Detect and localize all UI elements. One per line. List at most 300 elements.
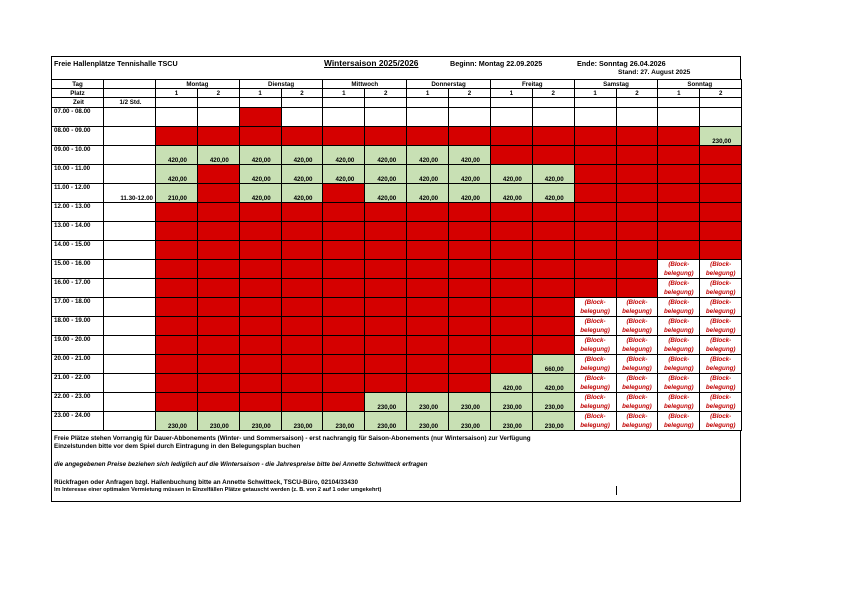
header-blank <box>156 98 198 108</box>
slot-booked <box>658 165 700 184</box>
slot-block-booking <box>700 279 742 298</box>
slot-free-price[interactable]: 230,00 <box>449 412 491 431</box>
court-number: 2 <box>700 89 742 98</box>
slot-block-booking <box>574 412 616 431</box>
slot-open <box>365 108 407 127</box>
block-label-line1: (Block- <box>668 261 690 268</box>
slot-free-price[interactable]: 230,00 <box>407 412 449 431</box>
slot-block-booking <box>658 393 700 412</box>
block-label-line2: belegung) <box>664 422 694 429</box>
time-slot-row <box>52 393 742 412</box>
block-label-line1: (Block- <box>710 413 732 420</box>
block-label-line1: (Block- <box>668 337 690 344</box>
slot-booked <box>449 127 491 146</box>
slot-booked <box>156 222 198 241</box>
half-hour-slot: 11.30-12.00 <box>104 184 156 203</box>
slot-booked <box>323 336 365 355</box>
slot-block-booking <box>658 298 700 317</box>
time-slot-row <box>52 222 742 241</box>
block-label-line1: (Block- <box>626 375 648 382</box>
block-label-line1: (Block- <box>710 356 732 363</box>
slot-booked <box>490 355 532 374</box>
slot-booked <box>700 146 742 165</box>
slot-booked <box>197 222 239 241</box>
slot-block-booking <box>574 393 616 412</box>
slot-free-price[interactable]: 420,00 <box>449 146 491 165</box>
block-label-line1: (Block- <box>584 394 606 401</box>
slot-block-booking <box>616 412 658 431</box>
slot-booked <box>574 203 616 222</box>
half-hour-slot <box>104 374 156 393</box>
half-hour-slot <box>104 203 156 222</box>
slot-free-price[interactable]: 230,00 <box>323 412 365 431</box>
block-label-line2: belegung) <box>664 270 694 277</box>
time-slot-label: 08.00 - 09.00 <box>52 127 104 146</box>
slot-booked <box>616 165 658 184</box>
slot-free-price[interactable]: 230,00 <box>239 412 281 431</box>
slot-booked <box>616 127 658 146</box>
slot-booked <box>197 279 239 298</box>
slot-block-booking <box>658 374 700 393</box>
block-label-line1: (Block- <box>668 318 690 325</box>
block-label-line2: belegung) <box>580 346 610 353</box>
slot-booked <box>616 260 658 279</box>
slot-booked <box>449 317 491 336</box>
header-blank <box>239 98 281 108</box>
block-label-line2: belegung) <box>622 403 652 410</box>
slot-booked <box>323 298 365 317</box>
time-slot-label: 20.00 - 21.00 <box>52 355 104 374</box>
zeit-label: Zeit <box>52 98 104 108</box>
slot-booked <box>574 146 616 165</box>
slot-free-price[interactable]: 420,00 <box>407 165 449 184</box>
slot-free-price[interactable]: 420,00 <box>156 165 198 184</box>
slot-booked <box>281 260 323 279</box>
block-label-line1: (Block- <box>710 299 732 306</box>
slot-free-price[interactable]: 420,00 <box>490 374 532 393</box>
slot-booked <box>239 374 281 393</box>
slot-booked <box>365 260 407 279</box>
slot-booked <box>574 165 616 184</box>
time-slot-label: 15.00 - 16.00 <box>52 260 104 279</box>
slot-free-price[interactable]: 420,00 <box>239 146 281 165</box>
block-label-line1: (Block- <box>710 318 732 325</box>
slot-booked <box>239 355 281 374</box>
block-label-line2: belegung) <box>622 346 652 353</box>
block-label-line1: (Block- <box>626 337 648 344</box>
slot-booked <box>574 279 616 298</box>
slot-block-booking <box>658 355 700 374</box>
block-label-line1: (Block- <box>626 394 648 401</box>
half-hour-slot <box>104 317 156 336</box>
slot-free-price[interactable]: 420,00 <box>449 165 491 184</box>
court-number: 1 <box>239 89 281 98</box>
slot-booked <box>156 241 198 260</box>
time-slot-label: 22.00 - 23.00 <box>52 393 104 412</box>
slot-booked <box>197 184 239 203</box>
day-header: Donnerstag <box>407 80 491 89</box>
slot-free-price[interactable]: 420,00 <box>239 184 281 203</box>
slot-booked <box>365 279 407 298</box>
block-label-line2: belegung) <box>705 384 736 391</box>
slot-booked <box>156 336 198 355</box>
block-label-line2: belegung) <box>705 346 736 353</box>
slot-booked <box>658 127 700 146</box>
block-label-line1: (Block- <box>668 280 690 287</box>
day-header: Montag <box>156 80 240 89</box>
block-label-line1: (Block- <box>710 337 732 344</box>
slot-free-price[interactable]: 230,00 <box>365 412 407 431</box>
slot-booked <box>532 241 574 260</box>
slot-booked <box>616 184 658 203</box>
slot-booked <box>281 355 323 374</box>
slot-free-price[interactable]: 420,00 <box>449 184 491 203</box>
block-label-line2: belegung) <box>622 308 652 315</box>
time-slot-label: 21.00 - 22.00 <box>52 374 104 393</box>
time-slot-label: 16.00 - 17.00 <box>52 279 104 298</box>
slot-booked <box>156 260 198 279</box>
slot-booked <box>532 298 574 317</box>
slot-booked <box>616 203 658 222</box>
slot-booked <box>700 165 742 184</box>
block-label-line2: belegung) <box>705 327 736 334</box>
block-label-line1: (Block- <box>626 299 648 306</box>
day-header: Dienstag <box>239 80 323 89</box>
block-label-line1: (Block- <box>626 318 648 325</box>
slot-free-price[interactable]: 420,00 <box>281 184 323 203</box>
footer-notes <box>51 431 741 502</box>
slot-block-booking <box>616 298 658 317</box>
block-label-line2: belegung) <box>580 308 610 315</box>
slot-booked <box>532 203 574 222</box>
slot-free-price[interactable]: 420,00 <box>407 146 449 165</box>
season-begin: Beginn: Montag 22.09.2025 <box>450 59 543 68</box>
slot-booked <box>239 336 281 355</box>
slot-free-price[interactable]: 230,00 <box>532 412 574 431</box>
slot-open <box>407 108 449 127</box>
header-blank <box>700 98 742 108</box>
slot-free-price[interactable]: 420,00 <box>323 146 365 165</box>
slot-booked <box>658 222 700 241</box>
slot-booked <box>490 203 532 222</box>
slot-free-price[interactable]: 230,00 <box>365 393 407 412</box>
block-label-line1: (Block- <box>584 299 606 306</box>
court-schedule-table <box>51 79 742 431</box>
footer-swap-note: Im Interesse einer optimalen Vermietung müssen in Einzelfällen Plätze getauscht werden (z. B. von 2 auf 1 oder umgekehrt) <box>54 487 382 493</box>
slot-free-price[interactable]: 230,00 <box>197 412 239 431</box>
slot-booked <box>365 203 407 222</box>
slot-free-price[interactable]: 420,00 <box>532 184 574 203</box>
block-label-line2: belegung) <box>580 327 610 334</box>
block-label-line1: (Block- <box>584 318 606 325</box>
block-label-line1: (Block- <box>584 356 606 363</box>
slot-booked <box>407 355 449 374</box>
block-label-line1: (Block- <box>584 413 606 420</box>
block-label-line2: belegung) <box>664 403 694 410</box>
slot-booked <box>281 203 323 222</box>
slot-free-price[interactable]: 420,00 <box>490 165 532 184</box>
block-label-line2: belegung) <box>622 422 652 429</box>
slot-booked <box>281 127 323 146</box>
slot-block-booking <box>574 355 616 374</box>
block-label-line1: (Block- <box>626 356 648 363</box>
slot-open <box>281 108 323 127</box>
slot-free-price[interactable]: 230,00 <box>490 412 532 431</box>
slot-free-price[interactable]: 420,00 <box>281 146 323 165</box>
half-hour-slot <box>104 146 156 165</box>
slot-booked <box>490 146 532 165</box>
slot-free-price[interactable]: 420,00 <box>281 165 323 184</box>
slot-booked <box>156 393 198 412</box>
platz-label: Platz <box>52 89 104 98</box>
day-header: Freitag <box>490 80 574 89</box>
half-hour-slot <box>104 355 156 374</box>
slot-booked <box>700 184 742 203</box>
footer-price-note: die angegebenen Preise beziehen sich lediglich auf die Wintersaison - die Jahrespreise bitte bei Annette Schwitteck erfragen <box>54 461 428 468</box>
slot-booked <box>365 222 407 241</box>
court-number: 1 <box>490 89 532 98</box>
slot-free-price[interactable]: 420,00 <box>532 374 574 393</box>
footer-divider <box>616 486 617 495</box>
block-label-line2: belegung) <box>622 327 652 334</box>
header-blank <box>407 98 449 108</box>
tag-label: Tag <box>52 80 104 89</box>
slot-free-price[interactable]: 420,00 <box>532 165 574 184</box>
slot-free-price[interactable]: 230,00 <box>156 412 198 431</box>
slot-booked <box>532 336 574 355</box>
half-hour-slot <box>104 298 156 317</box>
slot-booked <box>281 241 323 260</box>
slot-booked <box>239 127 281 146</box>
slot-block-booking <box>616 393 658 412</box>
time-slot-row <box>52 317 742 336</box>
slot-block-booking <box>700 374 742 393</box>
time-slot-row <box>52 241 742 260</box>
court-number: 1 <box>156 89 198 98</box>
slot-booked <box>323 222 365 241</box>
slot-free-price[interactable]: 420,00 <box>407 184 449 203</box>
half-hour-slot <box>104 412 156 431</box>
time-slot-label: 19.00 - 20.00 <box>52 336 104 355</box>
slot-booked <box>407 279 449 298</box>
slot-booked <box>239 317 281 336</box>
slot-free-price[interactable]: 210,00 <box>156 184 198 203</box>
slot-booked <box>490 127 532 146</box>
slot-booked <box>323 184 365 203</box>
slot-booked <box>449 260 491 279</box>
time-slot-row <box>52 184 742 203</box>
slot-booked <box>532 222 574 241</box>
block-label-line2: belegung) <box>664 327 694 334</box>
slot-booked <box>323 374 365 393</box>
slot-booked <box>532 317 574 336</box>
block-label-line1: (Block- <box>668 356 690 363</box>
slot-booked <box>281 393 323 412</box>
slot-block-booking <box>616 317 658 336</box>
slot-booked <box>574 222 616 241</box>
slot-free-price[interactable]: 230,00 <box>532 393 574 412</box>
slot-booked <box>407 260 449 279</box>
block-label-line2: belegung) <box>580 365 610 372</box>
slot-free-price[interactable]: 230,00 <box>281 412 323 431</box>
half-hour-slot <box>104 241 156 260</box>
slot-booked <box>490 317 532 336</box>
footer-priority-note: Freie Plätze stehen Vorrangig für Dauer-Abbonements (Winter- und Sommersaison) - erst nachrangig für Saison-Abonements (nur Wintersaison) zur Verfügung <box>54 435 531 442</box>
time-slot-row <box>52 203 742 222</box>
slot-booked <box>239 241 281 260</box>
slot-booked <box>490 279 532 298</box>
slot-free-price[interactable]: 420,00 <box>323 165 365 184</box>
slot-block-booking <box>700 393 742 412</box>
header-blank <box>658 98 700 108</box>
time-slot-row <box>52 146 742 165</box>
time-slot-label: 18.00 - 19.00 <box>52 317 104 336</box>
slot-booked <box>281 317 323 336</box>
slot-block-booking <box>616 355 658 374</box>
slot-free-price[interactable]: 420,00 <box>239 165 281 184</box>
slot-booked <box>449 355 491 374</box>
half-hour-slot <box>104 336 156 355</box>
slot-booked <box>365 298 407 317</box>
tag-spacer <box>104 80 156 89</box>
slot-block-booking <box>700 317 742 336</box>
slot-block-booking <box>574 336 616 355</box>
slot-booked <box>532 279 574 298</box>
header-blank <box>449 98 491 108</box>
header-blank <box>365 98 407 108</box>
slot-booked <box>156 127 198 146</box>
slot-booked <box>156 317 198 336</box>
platz-spacer <box>104 89 156 98</box>
slot-booked <box>239 108 281 127</box>
half-hour-slot <box>104 279 156 298</box>
header-blank <box>323 98 365 108</box>
time-slot-label: 10.00 - 11.00 <box>52 165 104 184</box>
season-title: Wintersaison 2025/2026 <box>324 58 419 68</box>
slot-booked <box>197 260 239 279</box>
slot-free-price[interactable]: 230,00 <box>407 393 449 412</box>
footer-contact-note: Rückfragen oder Anfragen bzgl. Hallenbuchung bitte an Annette Schwitteck, TSCU-Büro, 02104/33430 <box>54 479 358 486</box>
slot-booked <box>197 203 239 222</box>
time-slot-row <box>52 412 742 431</box>
slot-free-price[interactable]: 230,00 <box>700 127 742 146</box>
slot-open <box>323 108 365 127</box>
time-slot-row <box>52 279 742 298</box>
time-slot-row <box>52 108 742 127</box>
half-hour-slot <box>104 108 156 127</box>
slot-booked <box>365 127 407 146</box>
header-blank <box>197 98 239 108</box>
slot-booked <box>700 222 742 241</box>
block-label-line2: belegung) <box>705 422 736 429</box>
slot-booked <box>281 222 323 241</box>
slot-booked <box>197 165 239 184</box>
slot-block-booking <box>658 260 700 279</box>
block-label-line1: (Block- <box>668 299 690 306</box>
slot-open <box>197 108 239 127</box>
slot-booked <box>197 374 239 393</box>
slot-booked <box>407 298 449 317</box>
half-hour-slot <box>104 127 156 146</box>
slot-booked <box>323 241 365 260</box>
header-blank <box>490 98 532 108</box>
court-number: 2 <box>365 89 407 98</box>
slot-booked <box>490 222 532 241</box>
slot-free-price[interactable]: 420,00 <box>365 146 407 165</box>
slot-booked <box>156 203 198 222</box>
slot-booked <box>156 279 198 298</box>
slot-booked <box>449 222 491 241</box>
slot-block-booking <box>616 374 658 393</box>
slot-booked <box>574 184 616 203</box>
slot-booked <box>281 298 323 317</box>
slot-booked <box>365 317 407 336</box>
slot-block-booking <box>700 412 742 431</box>
slot-booked <box>658 241 700 260</box>
slot-booked <box>239 222 281 241</box>
block-label-line1: (Block- <box>626 413 648 420</box>
slot-free-price[interactable]: 420,00 <box>365 165 407 184</box>
slot-booked <box>658 203 700 222</box>
slot-free-price[interactable]: 230,00 <box>449 393 491 412</box>
slot-booked <box>197 127 239 146</box>
block-label-line1: (Block- <box>710 394 732 401</box>
slot-booked <box>449 203 491 222</box>
day-header: Sonntag <box>658 80 742 89</box>
slot-block-booking <box>700 260 742 279</box>
slot-free-price[interactable]: 660,00 <box>532 355 574 374</box>
slot-booked <box>407 317 449 336</box>
time-slot-row <box>52 165 742 184</box>
slot-booked <box>323 203 365 222</box>
slot-booked <box>490 260 532 279</box>
slot-block-booking <box>616 336 658 355</box>
slot-booked <box>323 355 365 374</box>
slot-block-booking <box>700 298 742 317</box>
slot-free-price[interactable]: 420,00 <box>490 184 532 203</box>
slot-open <box>700 108 742 127</box>
half-hour-label: 1/2 Std. <box>104 98 156 108</box>
block-label-line1: (Block- <box>710 261 732 268</box>
slot-booked <box>407 374 449 393</box>
slot-booked <box>281 279 323 298</box>
slot-free-price[interactable]: 230,00 <box>490 393 532 412</box>
slot-booked <box>658 184 700 203</box>
slot-booked <box>407 336 449 355</box>
block-label-line1: (Block- <box>710 375 732 382</box>
slot-booked <box>197 336 239 355</box>
slot-open <box>616 108 658 127</box>
slot-booked <box>323 393 365 412</box>
slot-booked <box>449 336 491 355</box>
court-number: 2 <box>281 89 323 98</box>
slot-free-price[interactable]: 420,00 <box>365 184 407 203</box>
stand-date: Stand: 27. August 2025 <box>618 69 691 76</box>
court-number: 2 <box>532 89 574 98</box>
time-slot-label: 23.00 - 24.00 <box>52 412 104 431</box>
footer-booking-note: Einzelstunden bitte vor dem Spiel durch Eintragung in den Belegungsplan buchen <box>54 443 301 450</box>
slot-booked <box>281 374 323 393</box>
slot-free-price[interactable]: 420,00 <box>197 146 239 165</box>
slot-booked <box>323 260 365 279</box>
slot-booked <box>449 241 491 260</box>
slot-booked <box>574 260 616 279</box>
slot-free-price[interactable]: 420,00 <box>156 146 198 165</box>
block-label-line1: (Block- <box>584 337 606 344</box>
half-hour-slot <box>104 165 156 184</box>
court-number: 1 <box>658 89 700 98</box>
court-number: 1 <box>323 89 365 98</box>
